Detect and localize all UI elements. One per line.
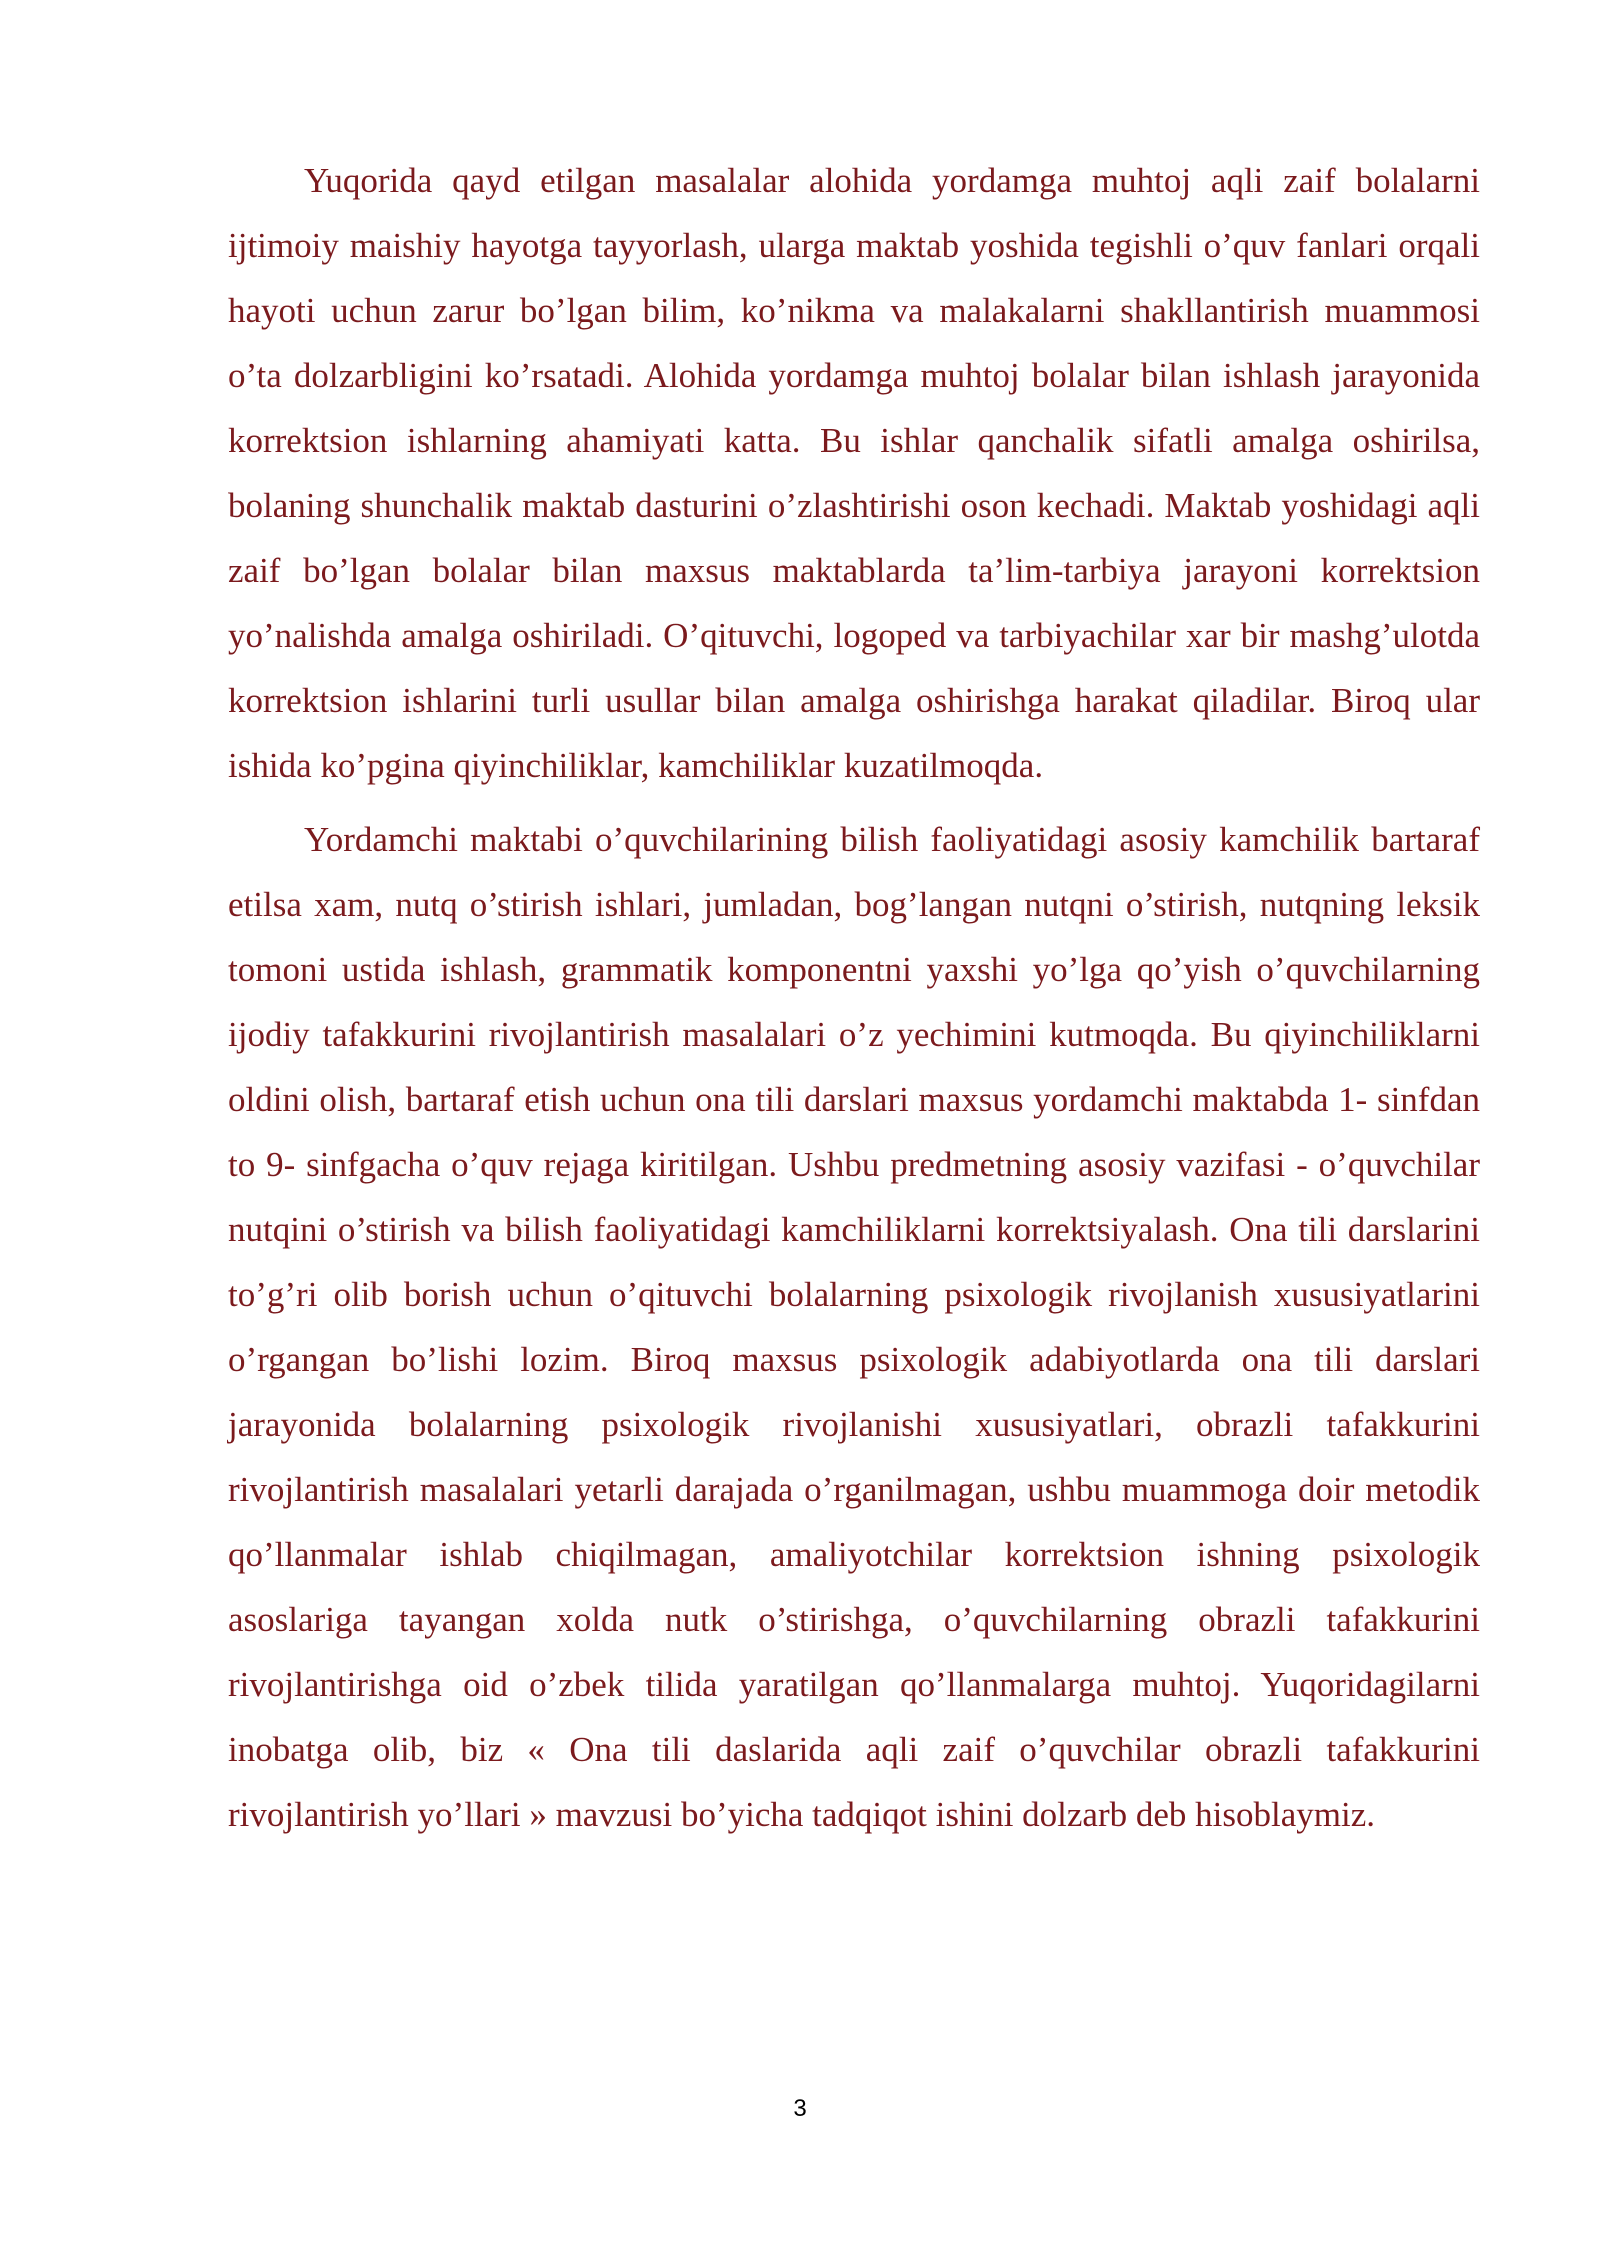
document-body bbox=[228, 148, 1480, 1847]
paragraph-2: Yordamchi maktabi o’quvchilarining bilish faoliyatidagi asosiy kamchilik bartaraf etilsa xam, nutq o’stirish ishlari, jumladan, bog’langan nutqni o’stirish, nutqning leksik tomoni ustida ishlash, grammatik komponentni yaxshi yo’lga qo’yish o’quvchilarning ijodiy tafakkurini rivojlantirish masalalari o’z yechimini kutmoqda. Bu qiyinchiliklarni oldini olish, bartaraf etish uchun ona tili darslari maxsus yordamchi maktabda 1- sinfdan to 9- sinfgacha o’quv rejaga kiritilgan. Ushbu predmetning asosiy vazifasi - o’quvchilar nutqini o’stirish va bilish faoliyatidagi kamchiliklarni korrektsiyalash. Ona tili darslarini to’g’ri olib borish uchun o’qituvchi bolalarning psixologik rivojlanish xususiyatlarini o’rgangan bo’lishi lozim. Biroq maxsus psixologik adabiyotlarda ona tili darslari jarayonida bolalarning psixologik rivojlanishi xususiyatlari, obrazli tafakkurini rivojlantirish masalalari yetarli darajada o’rganilmagan, ushbu muammoga doir metodik qo’llanmalar ishlab chiqilmagan, amaliyotchilar korrektsion ishning psixologik asoslariga tayangan xolda nutk o’stirishga, o’quvchilarning obrazli tafakkurini rivojlantirishga oid o’zbek tilida yaratilgan qo’llanmalarga muhtoj. Yuqoridagilarni inobatga olib, biz « Ona tili daslarida aqli zaif o’quvchilar obrazli tafakkurini rivojlantirish yo’llari » mavzusi bo’yicha tadqiqot ishini dolzarb deb hisoblaymiz. bbox=[228, 820, 1480, 1834]
paragraph-1: Yuqorida qayd etilgan masalalar alohida yordamga muhtoj aqli zaif bolalarni ijtimoiy maishiy hayotga tayyorlash, ularga maktab yoshida tegishli o’quv fanlari orqali hayoti uchun zarur bo’lgan bilim, ko’nikma va malakalarni shakllantirish muammosi o’ta dolzarbligini ko’rsatadi. Alohida yordamga muhtoj bolalar bilan ishlash jarayonida korrektsion ishlarning ahamiyati katta. Bu ishlar qanchalik sifatli amalga oshirilsa, bolaning shunchalik maktab dasturini o’zlashtirishi oson kechadi. Maktab yoshidagi aqli zaif bo’lgan bolalar bilan maxsus maktablarda ta’lim-tarbiya jarayoni korrektsion yo’nalishda amalga oshiriladi. O’qituvchi, logoped va tarbiyachilar xar bir mashg’ulotda korrektsion ishlarini turli usullar bilan amalga oshirishga harakat qiladilar. Biroq ular ishida ko’pgina qiyinchiliklar, kamchiliklar kuzatilmoqda. bbox=[228, 161, 1480, 785]
page-number: 3 bbox=[793, 2095, 807, 2122]
